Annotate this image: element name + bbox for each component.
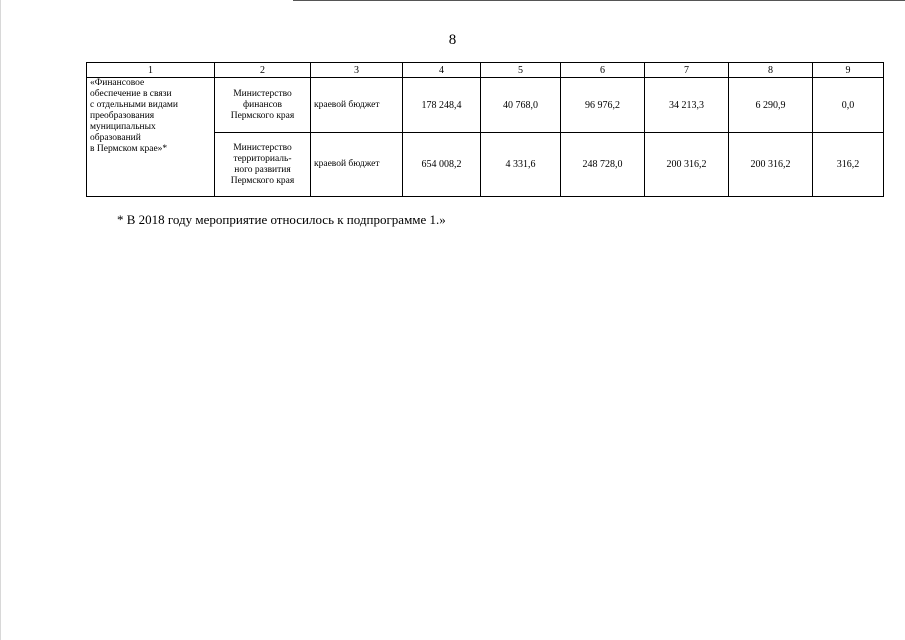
value-cell: 654 008,2 — [403, 133, 481, 197]
measure-description-cell — [87, 78, 215, 197]
executor-line: территориаль- — [233, 153, 292, 164]
funding-table — [86, 62, 884, 197]
header-cell-6: 6 — [561, 63, 645, 78]
table-row — [87, 78, 884, 133]
value-cell: 178 248,4 — [403, 78, 481, 133]
executor-line: ного развития — [234, 164, 291, 175]
description-line: преобразования — [90, 111, 155, 121]
description-line: образований — [90, 133, 141, 143]
value-cell: 4 331,6 — [481, 133, 561, 197]
scan-left-edge — [0, 0, 1, 640]
header-cell-2: 2 — [215, 63, 311, 78]
description-line: обеспечение в связи — [90, 89, 172, 99]
footnote: * В 2018 году мероприятие относилось к подпрограмме 1.» — [117, 212, 446, 227]
header-cell-4: 4 — [403, 63, 481, 78]
executor-line: финансов — [242, 99, 283, 110]
description-line: муниципальных — [90, 122, 156, 132]
header-cell-9: 9 — [813, 63, 884, 78]
value-cell: 96 976,2 — [561, 78, 645, 133]
header-cell-7: 7 — [645, 63, 729, 78]
value-cell: 200 316,2 — [729, 133, 813, 197]
executor-line: Министерство — [233, 142, 292, 153]
value-cell: 34 213,3 — [645, 78, 729, 133]
value-cell: 6 290,9 — [729, 78, 813, 133]
table-header-row — [87, 63, 884, 78]
executor-cell — [215, 78, 311, 133]
header-cell-1: 1 — [87, 63, 215, 78]
value-cell: 248 728,0 — [561, 133, 645, 197]
header-cell-8: 8 — [729, 63, 813, 78]
executor-line: Министерство — [233, 88, 292, 99]
value-cell: 316,2 — [813, 133, 884, 197]
funding-source-cell: краевой бюджет — [311, 78, 403, 133]
executor-cell — [215, 133, 311, 197]
top-rule — [293, 0, 905, 1]
value-cell: 40 768,0 — [481, 78, 561, 133]
executor-line: Пермского края — [230, 110, 295, 121]
description-line: с отдельными видами — [90, 100, 179, 110]
page-number: 8 — [448, 32, 457, 48]
executor-line: Пермского края — [230, 175, 295, 186]
description-line: «Финансовое — [90, 78, 145, 88]
funding-source-cell: краевой бюджет — [311, 133, 403, 197]
value-cell: 0,0 — [813, 78, 884, 133]
description-line: в Пермском крае»* — [90, 144, 168, 154]
value-cell: 200 316,2 — [645, 133, 729, 197]
header-cell-3: 3 — [311, 63, 403, 78]
header-cell-5: 5 — [481, 63, 561, 78]
